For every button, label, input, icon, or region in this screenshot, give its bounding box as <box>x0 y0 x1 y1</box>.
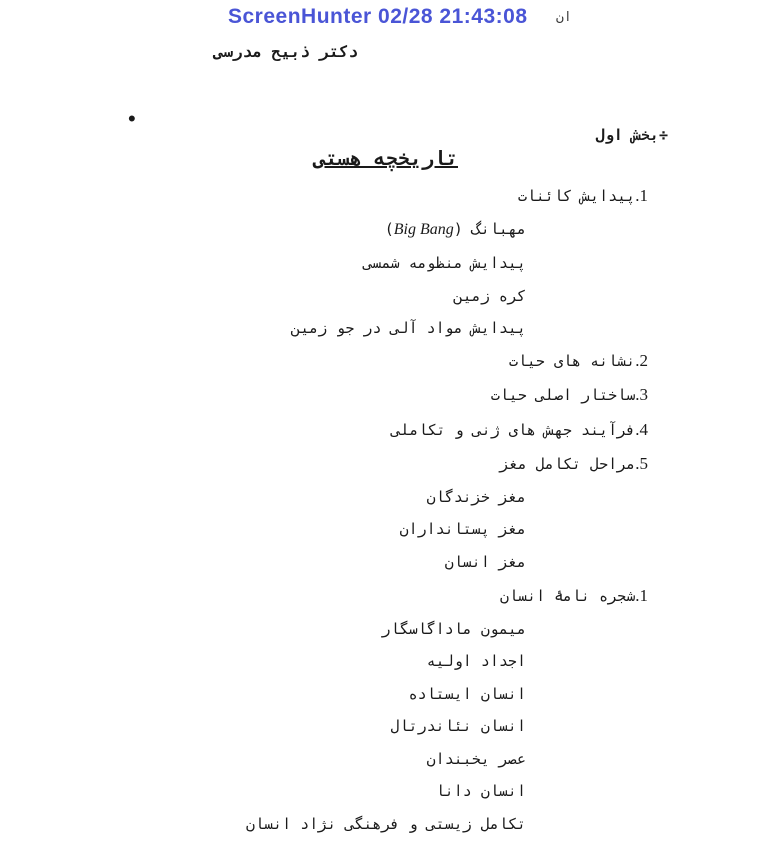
outline-subitem: عصر یخبندان <box>426 750 526 768</box>
outline-item-2 <box>509 351 648 371</box>
outline-text: ساختار اصلی حیات <box>490 386 636 404</box>
document-title: تاریخچه هستی <box>313 146 458 170</box>
outline-text: مراحل تکامل مغز <box>499 455 636 473</box>
outline-subitem: انسان ایستاده <box>408 685 526 703</box>
outline-number: 3. <box>635 385 648 404</box>
outline-item-1 <box>518 186 648 206</box>
outline-subitem: انسان دانا <box>435 782 526 800</box>
outline-subitem: پیدایش منظومه شمسی <box>363 254 526 272</box>
author-name: دکتر ذبیح مدرسی <box>213 42 358 61</box>
outline-latin-term: Big Bang <box>393 221 454 238</box>
outline-text: نشانه های حیات <box>508 352 636 370</box>
outline-subitem: اجداد اولیه <box>426 652 526 670</box>
outline-number: 2. <box>635 351 648 370</box>
outline-number: 1. <box>635 186 648 205</box>
outline-text-close: ) <box>384 220 394 238</box>
outline-number: 1. <box>635 586 648 605</box>
outline-number: 4. <box>635 420 648 439</box>
outline-subitem: مغز انسان <box>444 553 526 571</box>
outline-subitem: مغز پستانداران <box>399 520 526 538</box>
outline-subitem: کره زمین <box>453 287 526 305</box>
outline-text: شجره نامۀ انسان <box>500 587 636 605</box>
outline-text: فرآیند جهش های ژنی و تکاملی <box>391 421 636 439</box>
outline-number: 5. <box>635 454 648 473</box>
outline-item-6 <box>500 586 648 606</box>
outline-subitem: تکامل زیستی و فرهنگی نژاد انسان <box>246 815 526 833</box>
section-heading: ÷بخش اول <box>595 126 668 144</box>
outline-text: مهبانگ ( <box>453 220 526 238</box>
outline-item-3 <box>491 385 648 405</box>
outline-subitem: مغز خزندگان <box>426 488 526 506</box>
outline-item-4 <box>391 420 648 440</box>
outline-subitem: پیدایش مواد آلی در جو زمین <box>291 319 526 337</box>
bullet-point: • <box>128 106 136 131</box>
outline-subitem: میمون ماداگاسگار <box>381 620 526 638</box>
screenhunter-watermark: ScreenHunter 02/28 21:43:08 <box>228 5 528 28</box>
outline-subitem-big-bang <box>385 219 526 240</box>
outline-text: پیدایش کائنات <box>517 187 636 205</box>
outline-item-5 <box>500 454 648 474</box>
watermark-tail-text: ان <box>556 10 572 25</box>
outline-subitem: انسان نئاندرتال <box>390 717 526 735</box>
